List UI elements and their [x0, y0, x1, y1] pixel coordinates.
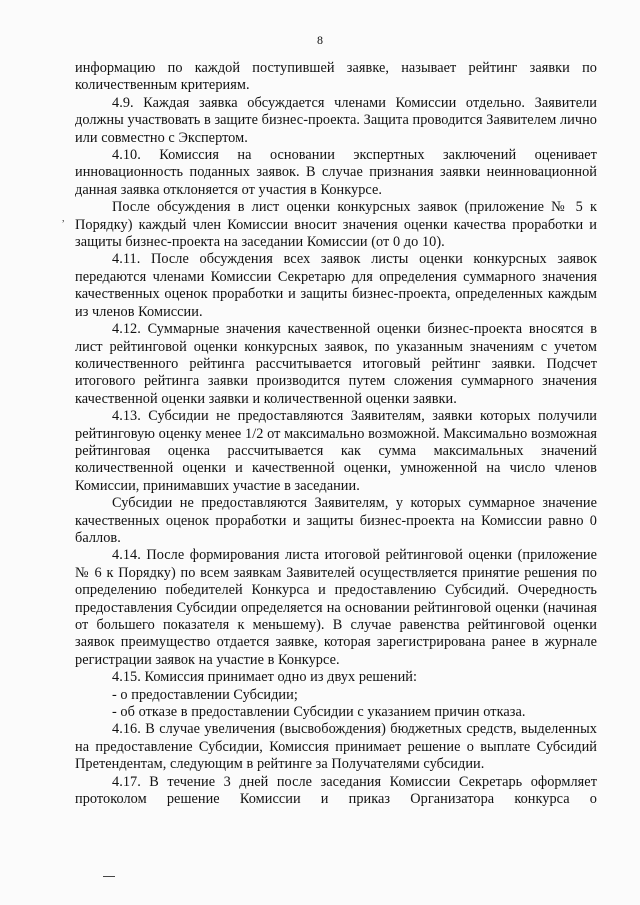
document-body — [75, 60, 597, 808]
paragraph: 4.16. В случае увеличения (высвобождения) бюджетных средств, выделенных на предоставление Субсидии, Комиссия принимает решение о выплате Субсидий Претендентам, следующим в рейтинге за Получателями субсидии. — [75, 721, 597, 773]
page-number: 8 — [317, 33, 323, 47]
paragraph: 4.17. В течение 3 дней после заседания Комиссии Секретарь оформляет протоколом решение Комиссии и приказ Организатора конкурса о — [75, 773, 597, 808]
paragraph: информацию по каждой поступившей заявке, называет рейтинг заявки по количественным критериям. — [75, 60, 597, 94]
paragraph: Субсидии не предоставляются Заявителям, у которых суммарное значение качественных оценок проработки и защиты бизнес-проекта на Комиссии равно 0 баллов. — [75, 495, 597, 546]
paragraph: После обсуждения в лист оценки конкурсных заявок (приложение № 5 к Порядку) каждый член Комиссии вносит значения оценки качества проработки и защиты бизнес-проекта на заседании Комиссии (от 0 до 10). — [75, 199, 597, 251]
paragraph: 4.12. Суммарные значения качественной оценки бизнес-проекта вносятся в лист рейтинговой оценки конкурсных заявок, по указанным значениям с учетом количественного рейтинга рассчитывается итоговый рейтинг заявки. Подсчет итогового рейтинга заявки производится путем сложения суммарного значения качественной оценки заявки и количественной оценки заявки. — [75, 321, 597, 407]
margin-mark: , — [62, 213, 65, 224]
paragraph: 4.10. Комиссия на основании экспертных заключений оценивает инновационность поданных заявок. В случае признания заявки неинновационной данная заявка отклоняется от участия в Конкурсе. — [75, 147, 597, 198]
paragraph: - о предоставлении Субсидии; — [112, 686, 298, 703]
paragraph: 4.13. Субсидии не предоставляются Заявителям, заявки которых получили рейтинговую оценку менее 1/2 от максимально возможной. Максимально возможная рейтинговая оценка рассчитывается как сумма максимальных значений количественной оценки и качественной оценки, умноженной на число членов Комиссии, принимавших участие в заседании. — [75, 408, 597, 494]
paragraph: 4.9. Каждая заявка обсуждается членами Комиссии отдельно. Заявители должны участвовать в защите бизнес-проекта. Защита проводится Заявителем лично или совместно с Экспертом. — [75, 94, 597, 146]
paragraph: 4.14. После формирования листа итоговой рейтинговой оценки (приложение № 6 к Порядку) по всем заявкам Заявителей осуществляется принятие решения по определению победителей Конкурса и предоставлению Субсидий. Очередность предоставления Субсидии определяется на основании рейтинговой оценки (начиная от большего показателя к меньшему). В случае равенства рейтинговой оценки заявок преимущество отдается заявке, которая зарегистрирована ранее в журнале регистрации заявок на участие в Конкурсе. — [75, 547, 597, 668]
bottom-rule — [103, 876, 115, 877]
paragraph: - об отказе в предоставлении Субсидии с указанием причин отказа. — [112, 704, 526, 721]
paragraph: 4.11. После обсуждения всех заявок листы оценки конкурсных заявок передаются членами Комиссии Секретарю для определения суммарного значения качественных оценок проработки и защиты бизнес-проекта, определенных каждым из членов Комиссии. — [75, 251, 597, 320]
paragraph: 4.15. Комиссия принимает одно из двух решений: — [112, 669, 418, 686]
